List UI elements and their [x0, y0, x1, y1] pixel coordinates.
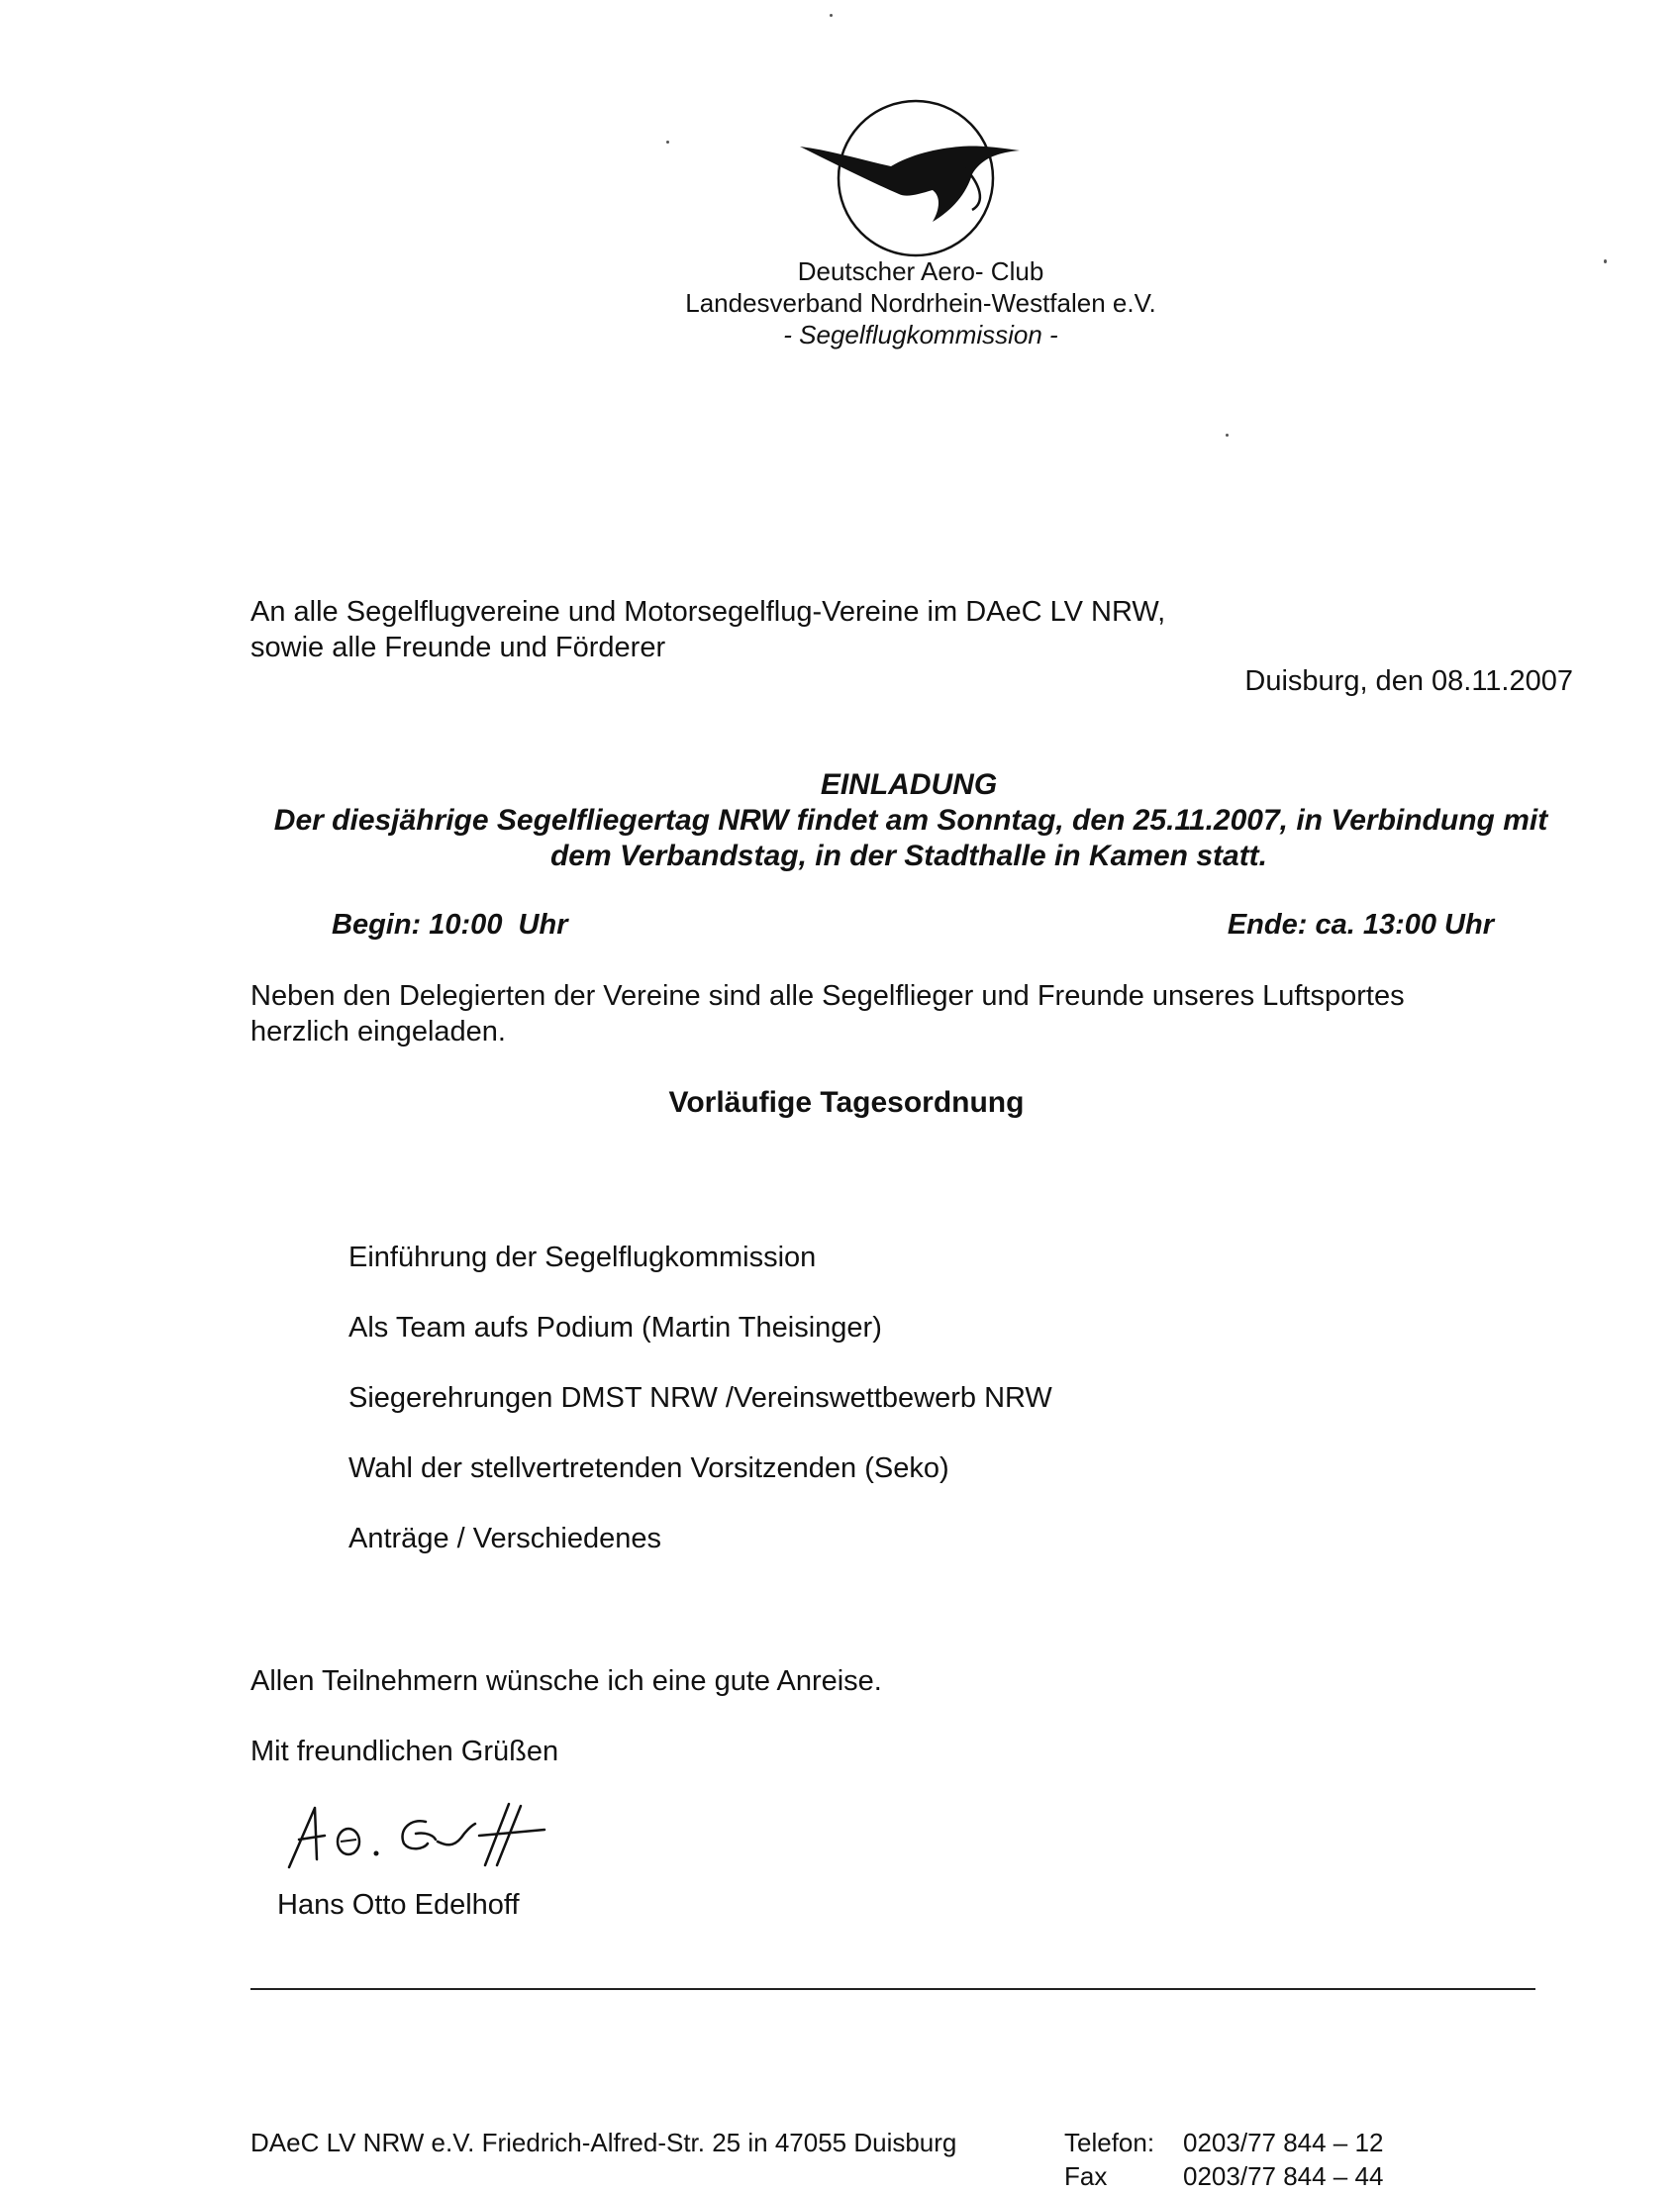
agenda-title: Vorläufige Tagesordnung: [668, 1086, 1025, 1119]
intro-line-1: Neben den Delegierten der Vereine sind alle Segelflieger und Freunde unseres Luftsportes: [250, 980, 1405, 1012]
invitation-heading: EINLADUNG: [820, 768, 998, 801]
recipients-line-2: sowie alle Freunde und Förderer: [250, 632, 666, 663]
invitation-line-2: dem Verbandstag, in der Stadthalle in Kamen statt.: [549, 840, 1268, 872]
org-region: Landesverband Nordrhein-Westfalen e.V.: [685, 288, 1156, 318]
recipients-line-1: An alle Segelflugvereine und Motorsegelflug-Vereine im DAeC LV NRW,: [250, 596, 1166, 628]
end-time: Ende: ca. 13:00 Uhr: [1227, 909, 1494, 941]
footer-fax-label: Fax: [1064, 2161, 1108, 2191]
scan-speck: [1604, 259, 1607, 263]
agenda-item: Als Team aufs Podium (Martin Theisinger): [348, 1312, 882, 1344]
footer-phone-label: Telefon:: [1064, 2128, 1155, 2157]
footer-divider: [250, 1988, 1535, 1990]
closing-wish: Allen Teilnehmern wünsche ich eine gute Anreise.: [250, 1665, 882, 1697]
handwritten-signature: [277, 1790, 564, 1884]
begin-time: Begin: 10:00 Uhr: [332, 909, 568, 941]
agenda-item: Einführung der Segelflugkommission: [348, 1242, 817, 1273]
agenda-item: Wahl der stellvertretenden Vorsitzenden (Seko): [348, 1452, 949, 1484]
date-line: Duisburg, den 08.11.2007: [1244, 665, 1573, 697]
scan-speck: [830, 14, 833, 17]
closing-greeting: Mit freundlichen Grüßen: [250, 1736, 559, 1767]
footer-phone: 0203/77 844 – 12: [1183, 2128, 1384, 2157]
invitation-line-1: Der diesjährige Segelfliegertag NRW findet am Sonntag, den 25.11.2007, in Verbindung mit: [273, 804, 1548, 837]
signer-name: Hans Otto Edelhoff: [277, 1889, 520, 1921]
agenda-item: Siegerehrungen DMST NRW /Vereinswettbewerb NRW: [348, 1382, 1052, 1414]
scan-speck: [1226, 434, 1229, 437]
scan-speck: [666, 141, 669, 144]
footer-fax: 0203/77 844 – 44: [1183, 2161, 1384, 2191]
intro-line-2: herzlich eingeladen.: [250, 1016, 506, 1047]
footer-address: DAeC LV NRW e.V. Friedrich-Alfred-Str. 25 in 47055 Duisburg: [250, 2128, 957, 2157]
org-commission: - Segelflugkommission -: [783, 320, 1058, 349]
daec-logo: [792, 99, 1039, 257]
agenda-item: Anträge / Verschiedenes: [348, 1523, 661, 1554]
org-name: Deutscher Aero- Club: [797, 256, 1044, 286]
